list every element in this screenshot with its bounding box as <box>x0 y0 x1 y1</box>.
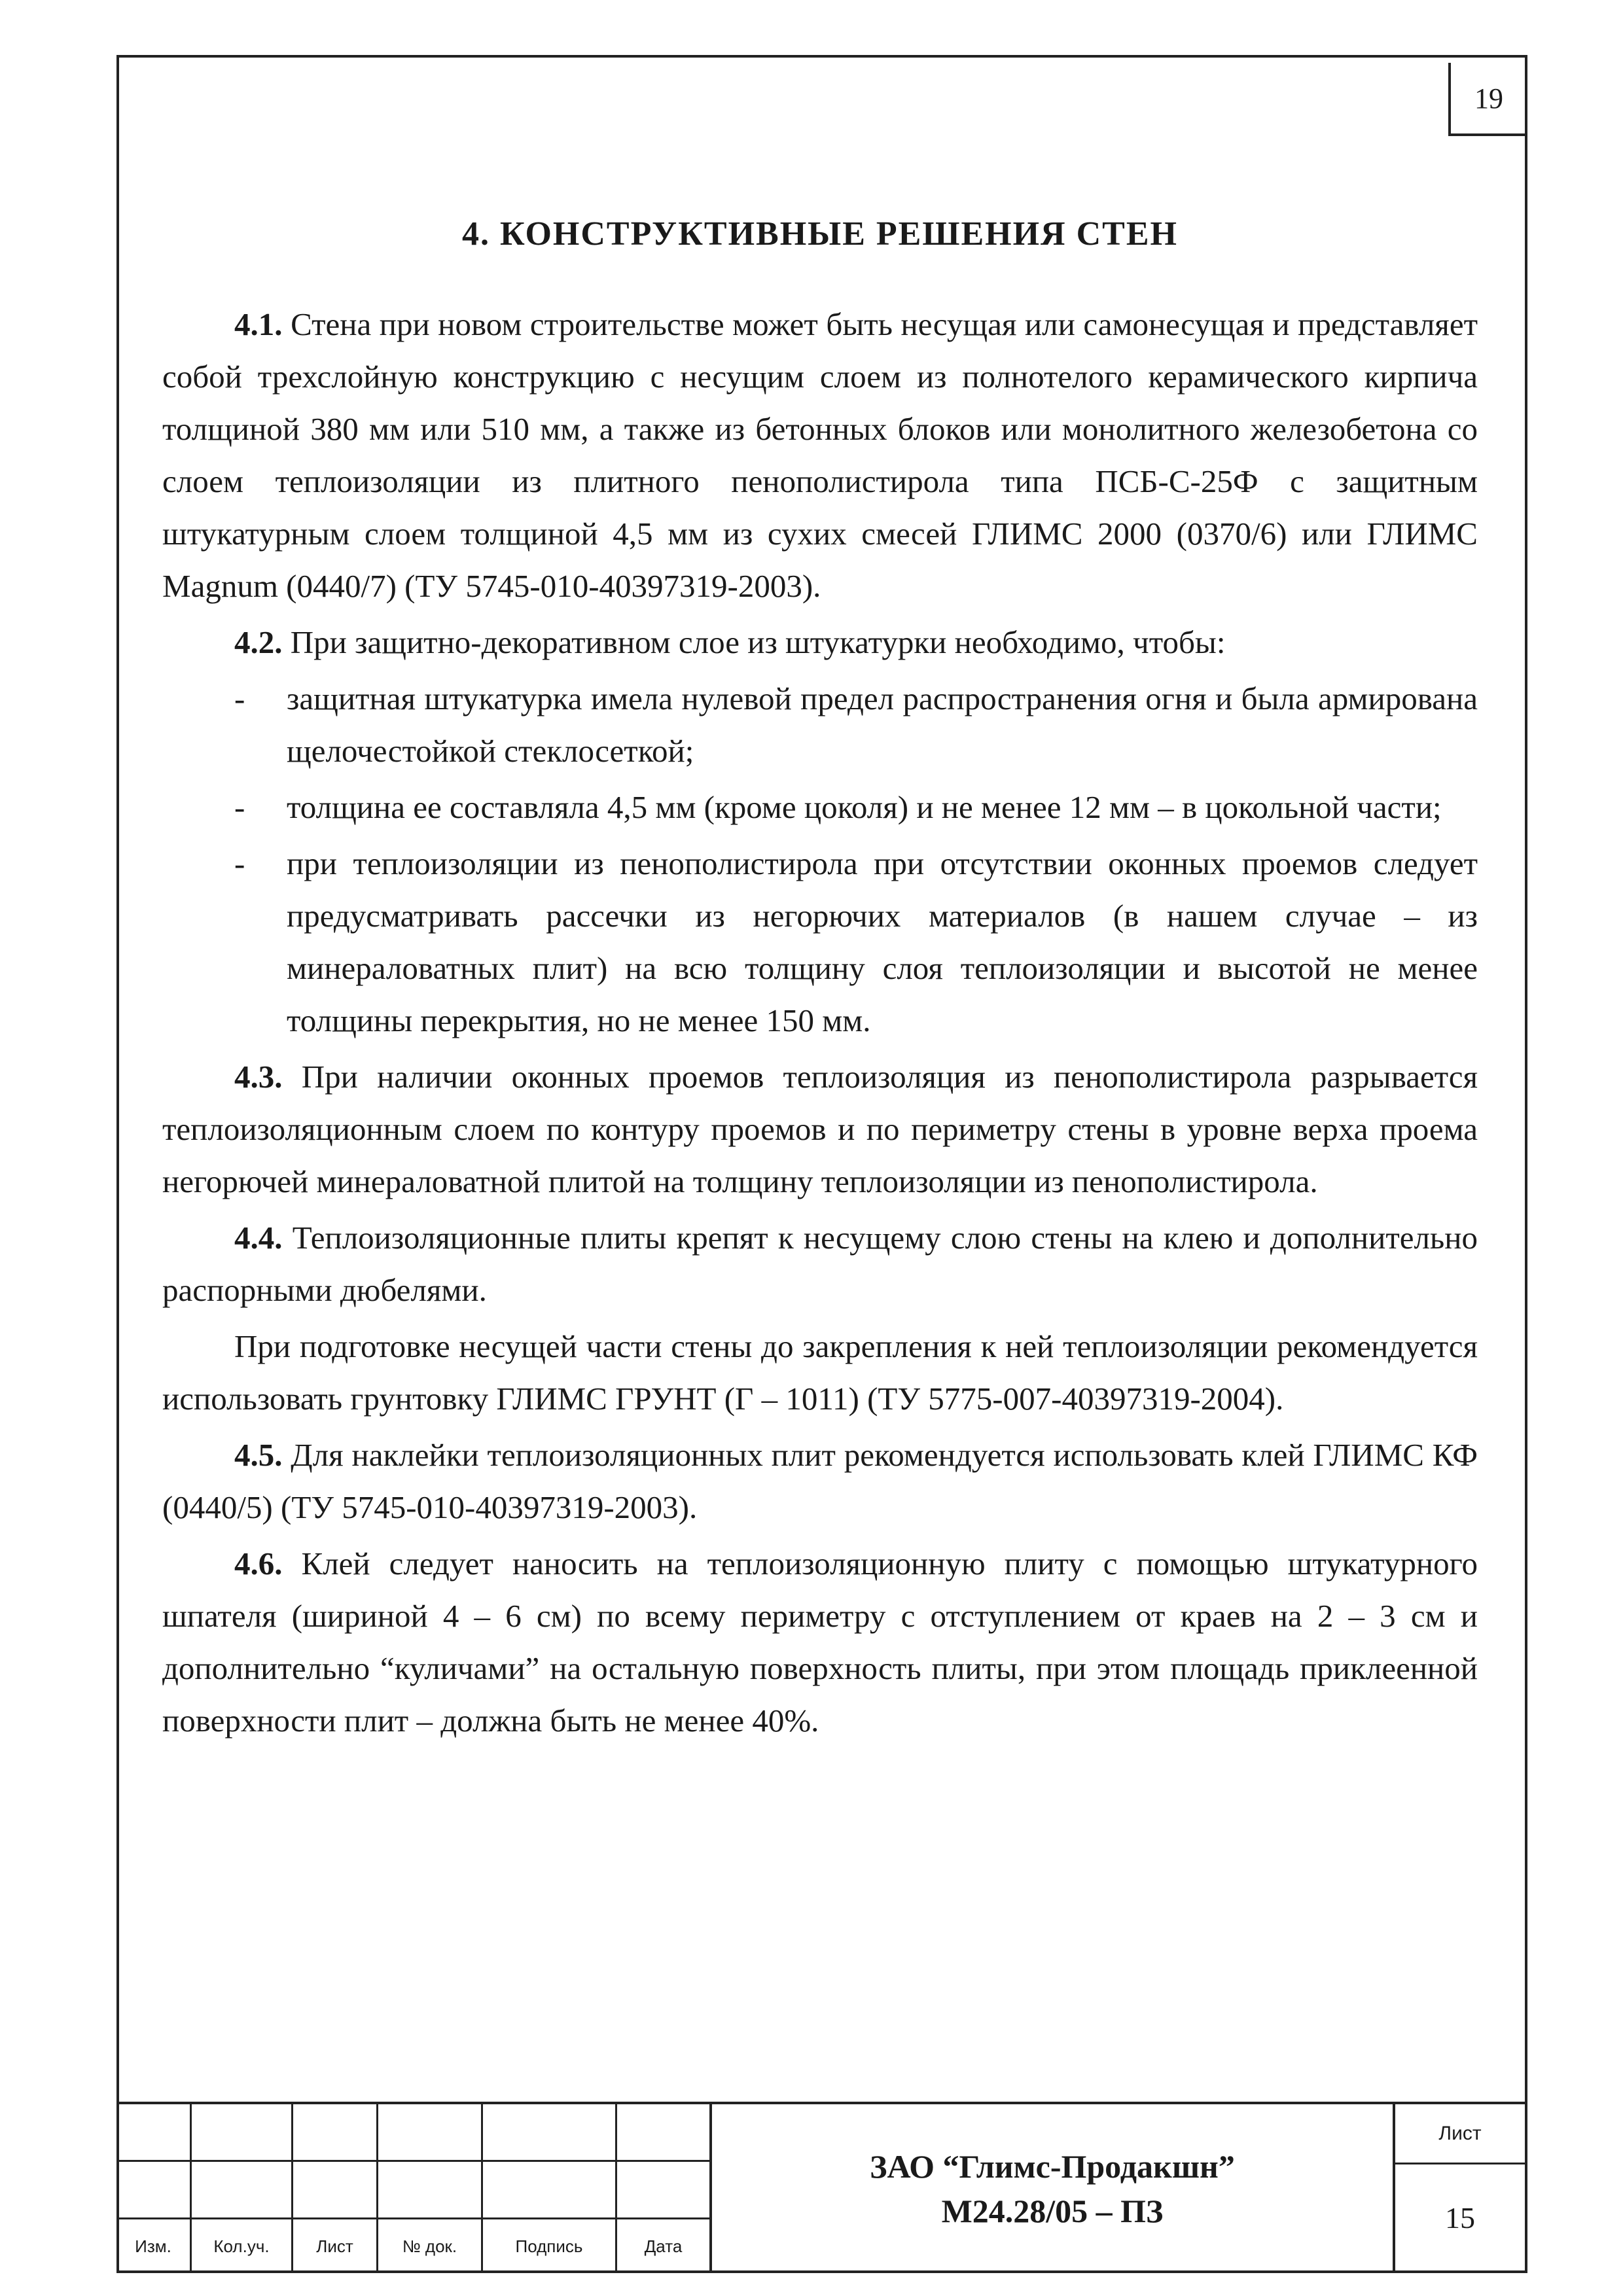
paragraph-4-2 <box>162 616 1478 669</box>
sheet-label: Лист <box>1395 2104 1525 2164</box>
title-block <box>116 2102 1527 2273</box>
list-item-text: толщина ее составляла 4,5 мм (кроме цоколя) и не менее 12 мм – в цокольной части; <box>287 789 1442 825</box>
paragraph-text: При защитно-декоративном слое из штукатурки необходимо, чтобы: <box>290 624 1226 660</box>
revision-table <box>116 2104 712 2273</box>
paragraph-text: Теплоизоляционные плиты крепят к несущему слою стены на клею и дополнительно распорными дюбелями. <box>162 1220 1478 1308</box>
paragraph-4-6 <box>162 1538 1478 1747</box>
column-header-date: Дата <box>617 2219 712 2273</box>
paragraph-4-5 <box>162 1429 1478 1534</box>
sheet-number: 15 <box>1445 2200 1475 2234</box>
dash-bullet-icon: - <box>234 789 245 825</box>
paragraph-number: 4.5. <box>234 1437 283 1473</box>
list-item-text: защитная штукатурка имела нулевой предел распространения огня и была армирована щелочестойкой стеклосеткой; <box>287 680 1478 769</box>
paragraph-number: 4.6. <box>234 1545 283 1581</box>
paragraph-number: 4.4. <box>234 1220 283 1256</box>
company-name: ЗАО “Глимс-Продакшн” <box>870 2148 1235 2185</box>
column-header-quantity: Кол.уч. <box>192 2219 293 2273</box>
column-header-change: Изм. <box>116 2219 192 2273</box>
page-number: 19 <box>1448 63 1527 136</box>
paragraph-text: Для наклейки теплоизоляционных плит рекомендуется использовать клей ГЛИМС КФ (0440/5) (ТУ 5745-010-40397319-2003). <box>162 1437 1478 1525</box>
dash-bullet-icon: - <box>234 845 245 881</box>
section-heading: 4. КОНСТРУКТИВНЫЕ РЕШЕНИЯ СТЕН <box>462 215 1178 253</box>
column-header-doc-number: № док. <box>378 2219 483 2273</box>
paragraph-4-1 <box>162 298 1478 612</box>
document-code: М24.28/05 – ПЗ <box>941 2193 1164 2229</box>
paragraph-4-4 <box>162 1212 1478 1316</box>
list-item <box>162 781 1478 834</box>
paragraph-4-3 <box>162 1051 1478 1208</box>
requirements-list <box>162 673 1478 1047</box>
list-item <box>162 673 1478 777</box>
column-header-sheet: Лист <box>293 2219 378 2273</box>
document-body <box>162 208 1478 1751</box>
paragraph-number: 4.3. <box>234 1059 283 1095</box>
list-item <box>162 838 1478 1047</box>
paragraph-text: Клей следует наносить на теплоизоляционную плиту с помощью штукатурного шпателя (шириной 4 – 6 см) по всему периметру с отступлением от краев на 2 – 3 см и дополнительно “куличами” на остальную поверхность плиты, при этом площадь приклеенной поверхности плит – должна быть не менее 40%. <box>162 1545 1478 1739</box>
dash-bullet-icon: - <box>234 680 245 716</box>
list-item-text: при теплоизоляции из пенополистирола при отсутствии оконных проемов следует предусматривать рассечки из негорючих материалов (в нашем случае – из минераловатных плит) на всю толщину слоя теплоизоляции и высотой не менее толщины перекрытия, но не менее 150 мм. <box>287 845 1478 1038</box>
column-header-signature: Подпись <box>483 2219 617 2273</box>
sheet-box <box>1393 2104 1525 2273</box>
stamp-title <box>712 2104 1393 2273</box>
paragraph-4-4-extra: При подготовке несущей части стены до закрепления к ней теплоизоляции рекомендуется использовать грунтовку ГЛИМС ГРУНТ (Г – 1011) (ТУ 5775-007-40397319-2004). <box>162 1328 1478 1417</box>
paragraph-text: При наличии оконных проемов теплоизоляция из пенополистирола разрывается теплоизоляционным слоем по контуру проемов и по периметру стены в уровне верха проема негорючей минераловатной плитой на толщину теплоизоляции из пенополистирола. <box>162 1059 1478 1199</box>
paragraph-number: 4.1. <box>234 306 283 342</box>
paragraph-number: 4.2. <box>234 624 283 660</box>
paragraph-text: Стена при новом строительстве может быть несущая или самонесущая и представляет собой трехслойную конструкцию с несущим слоем из полнотелого керамического кирпича толщиной 380 мм или 510 мм, а также из бетонных блоков или монолитного железобетона со слоем теплоизоляции из плитного пенополистирола типа ПСБ-С-25Ф с защитным штукатурным слоем толщиной 4,5 мм из сухих смесей ГЛИМС 2000 (0370/6) или ГЛИМС Magnum (0440/7) (ТУ 5745-010-40397319-2003). <box>162 306 1478 604</box>
